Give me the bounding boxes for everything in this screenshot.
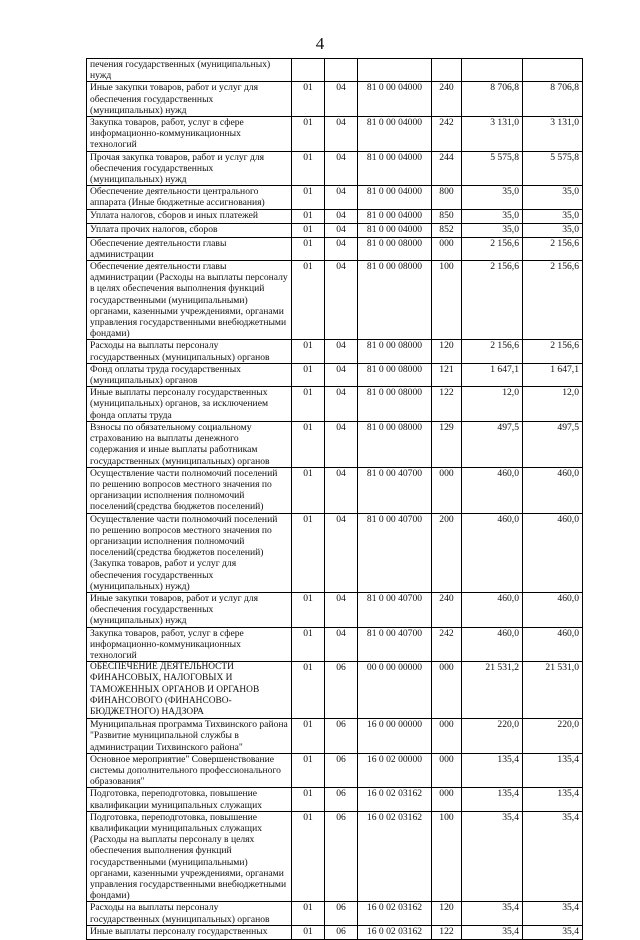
section-code-cell [292,59,325,82]
expense-type-cell: 000 [432,467,462,513]
expense-name-cell: Закупка товаров, работ, услуг в сфере информационно-коммуникационных технологий [87,627,292,662]
subsection-code-cell: 04 [325,151,358,186]
amount-cell: 12,0 [462,387,523,422]
amount-executed-cell: 35,0 [523,209,583,223]
amount-executed-cell: 35,4 [523,811,583,902]
target-article-cell: 81 0 00 04000 [358,186,432,209]
expense-type-cell: 120 [432,902,462,925]
table-row [87,186,583,209]
amount-executed-cell: 2 156,6 [523,261,583,340]
table-row [87,209,583,223]
subsection-code-cell: 04 [325,513,358,592]
amount-cell: 35,0 [462,186,523,209]
amount-executed-cell: 460,0 [523,467,583,513]
subsection-code-cell: 06 [325,719,358,754]
target-article-cell: 16 0 02 00000 [358,753,432,788]
section-code-cell: 01 [292,592,325,627]
section-code-cell: 01 [292,387,325,422]
expense-type-cell: 850 [432,209,462,223]
amount-executed-cell: 2 156,6 [523,340,583,363]
target-article-cell: 16 0 02 03162 [358,811,432,902]
page-number: 4 [315,34,325,53]
amount-executed-cell: 460,0 [523,592,583,627]
target-article-cell: 81 0 00 40700 [358,627,432,662]
section-code-cell: 01 [292,627,325,662]
target-article-cell: 16 0 02 03162 [358,902,432,925]
table-row [87,662,583,719]
subsection-code-cell: 04 [325,209,358,223]
amount-executed-cell: 1 647,1 [523,363,583,386]
subsection-code-cell: 04 [325,223,358,237]
target-article-cell: 81 0 00 40700 [358,467,432,513]
expense-name-cell: Иные закупки товаров, работ и услуг для обеспечения государственных (муниципальных) нужд [87,592,292,627]
expense-type-cell: 129 [432,421,462,467]
amount-executed-cell: 220,0 [523,719,583,754]
subsection-code-cell: 04 [325,627,358,662]
expense-type-cell: 000 [432,719,462,754]
budget-table-body [87,59,583,940]
expense-type-cell: 000 [432,788,462,811]
target-article-cell: 81 0 00 04000 [358,209,432,223]
section-code-cell: 01 [292,223,325,237]
subsection-code-cell: 04 [325,82,358,117]
expense-type-cell: 852 [432,223,462,237]
amount-cell: 1 647,1 [462,363,523,386]
section-code-cell: 01 [292,363,325,386]
table-row [87,788,583,811]
table-row [87,59,583,82]
expense-type-cell: 244 [432,151,462,186]
expense-type-cell: 800 [432,186,462,209]
expense-name-cell: Муниципальная программа Тихвинского района "Развитие муниципальной службы в администрации Тихвинского района" [87,719,292,754]
target-article-cell: 81 0 00 04000 [358,151,432,186]
table-row [87,237,583,260]
section-code-cell: 01 [292,467,325,513]
amount-executed-cell: 497,5 [523,421,583,467]
table-row [87,223,583,237]
expense-name-cell: Подготовка, переподготовка, повышение квалификации муниципальных служащих (Расходы на выплаты персоналу в целях обеспечения выполнения функций государственными (муниципальными) органами, казенными учреждениями, органами управления государственными внебюджетными фондами) [87,811,292,902]
section-code-cell: 01 [292,902,325,925]
section-code-cell: 01 [292,513,325,592]
expense-type-cell: 122 [432,925,462,939]
amount-executed-cell: 3 131,0 [523,117,583,152]
expense-name-cell: Обеспечение деятельности главы администрации [87,237,292,260]
table-row [87,261,583,340]
expense-name-cell: Взносы по обязательному социальному страхованию на выплаты денежного содержания и иные выплаты работникам государственных (муниципальных) органов [87,421,292,467]
subsection-code-cell: 06 [325,662,358,719]
table-row [87,117,583,152]
amount-executed-cell: 460,0 [523,513,583,592]
table-row [87,340,583,363]
target-article-cell [358,59,432,82]
section-code-cell: 01 [292,753,325,788]
table-row [87,151,583,186]
expense-type-cell: 200 [432,513,462,592]
expense-name-cell: Прочая закупка товаров, работ и услуг для обеспечения государственных (муниципальных) нужд [87,151,292,186]
target-article-cell: 81 0 00 08000 [358,237,432,260]
amount-executed-cell [523,59,583,82]
amount-cell: 35,4 [462,902,523,925]
table-row [87,719,583,754]
subsection-code-cell: 04 [325,387,358,422]
amount-cell: 35,4 [462,925,523,939]
expense-name-cell: Иные выплаты персоналу государственных [87,925,292,939]
table-row [87,421,583,467]
amount-cell: 5 575,8 [462,151,523,186]
target-article-cell: 16 0 00 00000 [358,719,432,754]
expense-type-cell: 242 [432,117,462,152]
subsection-code-cell: 06 [325,811,358,902]
expense-type-cell [432,59,462,82]
section-code-cell: 01 [292,925,325,939]
section-code-cell: 01 [292,237,325,260]
target-article-cell: 16 0 02 03162 [358,788,432,811]
table-row [87,82,583,117]
expense-type-cell: 000 [432,662,462,719]
target-article-cell: 81 0 00 08000 [358,340,432,363]
section-code-cell: 01 [292,82,325,117]
expense-name-cell: Уплата налогов, сборов и иных платежей [87,209,292,223]
expense-name-cell: Обеспечение деятельности центрального аппарата (Иные бюджетные ассигнования) [87,186,292,209]
target-article-cell: 00 0 00 00000 [358,662,432,719]
table-row [87,387,583,422]
amount-cell: 135,4 [462,788,523,811]
amount-executed-cell: 135,4 [523,788,583,811]
expense-type-cell: 120 [432,340,462,363]
amount-executed-cell: 35,0 [523,186,583,209]
subsection-code-cell [325,59,358,82]
amount-executed-cell: 21 531,0 [523,662,583,719]
expense-name-cell: Обеспечение деятельности главы администрации (Расходы на выплаты персоналу в целях обеспечения выполнения функций государственными (муниципальными) органами, казенными учреждениями, органами управления государственными внебюджетными фондами) [87,261,292,340]
subsection-code-cell: 06 [325,788,358,811]
table-row [87,363,583,386]
amount-cell: 460,0 [462,592,523,627]
amount-cell: 460,0 [462,627,523,662]
expense-type-cell: 100 [432,811,462,902]
expense-type-cell: 000 [432,237,462,260]
expense-name-cell: Подготовка, переподготовка, повышение квалификации муниципальных служащих [87,788,292,811]
table-row [87,592,583,627]
expense-type-cell: 240 [432,592,462,627]
amount-cell: 3 131,0 [462,117,523,152]
table-row [87,753,583,788]
section-code-cell: 01 [292,719,325,754]
subsection-code-cell: 04 [325,467,358,513]
target-article-cell: 81 0 00 08000 [358,363,432,386]
subsection-code-cell: 04 [325,340,358,363]
expense-name-cell: Основное мероприятие" Совершенствование системы дополнительного профессионального образования" [87,753,292,788]
subsection-code-cell: 06 [325,902,358,925]
amount-cell: 460,0 [462,467,523,513]
table-row [87,811,583,902]
amount-cell: 220,0 [462,719,523,754]
target-article-cell: 81 0 00 08000 [358,261,432,340]
section-code-cell: 01 [292,117,325,152]
amount-cell: 2 156,6 [462,261,523,340]
table-row [87,467,583,513]
target-article-cell: 81 0 00 40700 [358,513,432,592]
expense-name-cell: Иные выплаты персоналу государственных (муниципальных) органов, за исключением фонда оплаты труда [87,387,292,422]
amount-cell: 460,0 [462,513,523,592]
expense-type-cell: 000 [432,753,462,788]
expense-type-cell: 121 [432,363,462,386]
table-row [87,902,583,925]
amount-cell: 135,4 [462,753,523,788]
section-code-cell: 01 [292,421,325,467]
expense-name-cell: ОБЕСПЕЧЕНИЕ ДЕЯТЕЛЬНОСТИ ФИНАНСОВЫХ, НАЛОГОВЫХ И ТАМОЖЕННЫХ ОРГАНОВ И ОРГАНОВ ФИНАНСОВОГО (ФИНАНСОВО-БЮДЖЕТНОГО) НАДЗОРА [87,662,292,719]
expense-name-cell: Расходы на выплаты персоналу государственных (муниципальных) органов [87,340,292,363]
subsection-code-cell: 06 [325,925,358,939]
expense-name-cell: Иные закупки товаров, работ и услуг для обеспечения государственных (муниципальных) нужд [87,82,292,117]
subsection-code-cell: 04 [325,117,358,152]
subsection-code-cell: 04 [325,421,358,467]
amount-cell: 35,0 [462,223,523,237]
expense-name-cell: Осуществление части полномочий поселений по решению вопросов местного значения по организации исполнения полномочий поселений(средства бюджетов поселений) (Закупка товаров, работ и услуг для обеспечения государственных (муниципальных) нужд) [87,513,292,592]
expense-name-cell: Фонд оплаты труда государственных (муниципальных) органов [87,363,292,386]
expense-type-cell: 240 [432,82,462,117]
section-code-cell: 01 [292,340,325,363]
table-row [87,627,583,662]
section-code-cell: 01 [292,662,325,719]
target-article-cell: 81 0 00 08000 [358,421,432,467]
amount-cell: 35,0 [462,209,523,223]
expense-type-cell: 100 [432,261,462,340]
amount-cell [462,59,523,82]
amount-executed-cell: 35,4 [523,902,583,925]
amount-cell: 2 156,6 [462,237,523,260]
target-article-cell: 81 0 00 04000 [358,223,432,237]
expense-name-cell: Осуществление части полномочий поселений по решению вопросов местного значения по организации исполнения полномочий поселений(средства бюджетов поселений) [87,467,292,513]
expense-type-cell: 122 [432,387,462,422]
amount-executed-cell: 2 156,6 [523,237,583,260]
amount-executed-cell: 460,0 [523,627,583,662]
target-article-cell: 16 0 02 03162 [358,925,432,939]
expense-type-cell: 242 [432,627,462,662]
expense-name-cell: печения государственных (муниципальных) нужд [87,59,292,82]
amount-cell: 2 156,6 [462,340,523,363]
amount-cell: 497,5 [462,421,523,467]
budget-table [86,58,583,940]
table-row [87,925,583,939]
section-code-cell: 01 [292,811,325,902]
expense-name-cell: Закупка товаров, работ, услуг в сфере информационно-коммуникационных технологий [87,117,292,152]
section-code-cell: 01 [292,261,325,340]
table-row [87,513,583,592]
amount-executed-cell: 8 706,8 [523,82,583,117]
amount-executed-cell: 35,4 [523,925,583,939]
subsection-code-cell: 06 [325,753,358,788]
subsection-code-cell: 04 [325,261,358,340]
subsection-code-cell: 04 [325,186,358,209]
expense-name-cell: Расходы на выплаты персоналу государственных (муниципальных) органов [87,902,292,925]
section-code-cell: 01 [292,788,325,811]
section-code-cell: 01 [292,151,325,186]
target-article-cell: 81 0 00 04000 [358,117,432,152]
subsection-code-cell: 04 [325,237,358,260]
section-code-cell: 01 [292,186,325,209]
amount-executed-cell: 12,0 [523,387,583,422]
amount-cell: 21 531,2 [462,662,523,719]
subsection-code-cell: 04 [325,363,358,386]
target-article-cell: 81 0 00 08000 [358,387,432,422]
expense-name-cell: Уплата прочих налогов, сборов [87,223,292,237]
target-article-cell: 81 0 00 04000 [358,82,432,117]
amount-cell: 35,4 [462,811,523,902]
amount-cell: 8 706,8 [462,82,523,117]
section-code-cell: 01 [292,209,325,223]
target-article-cell: 81 0 00 40700 [358,592,432,627]
amount-executed-cell: 5 575,8 [523,151,583,186]
amount-executed-cell: 135,4 [523,753,583,788]
subsection-code-cell: 04 [325,592,358,627]
amount-executed-cell: 35,0 [523,223,583,237]
